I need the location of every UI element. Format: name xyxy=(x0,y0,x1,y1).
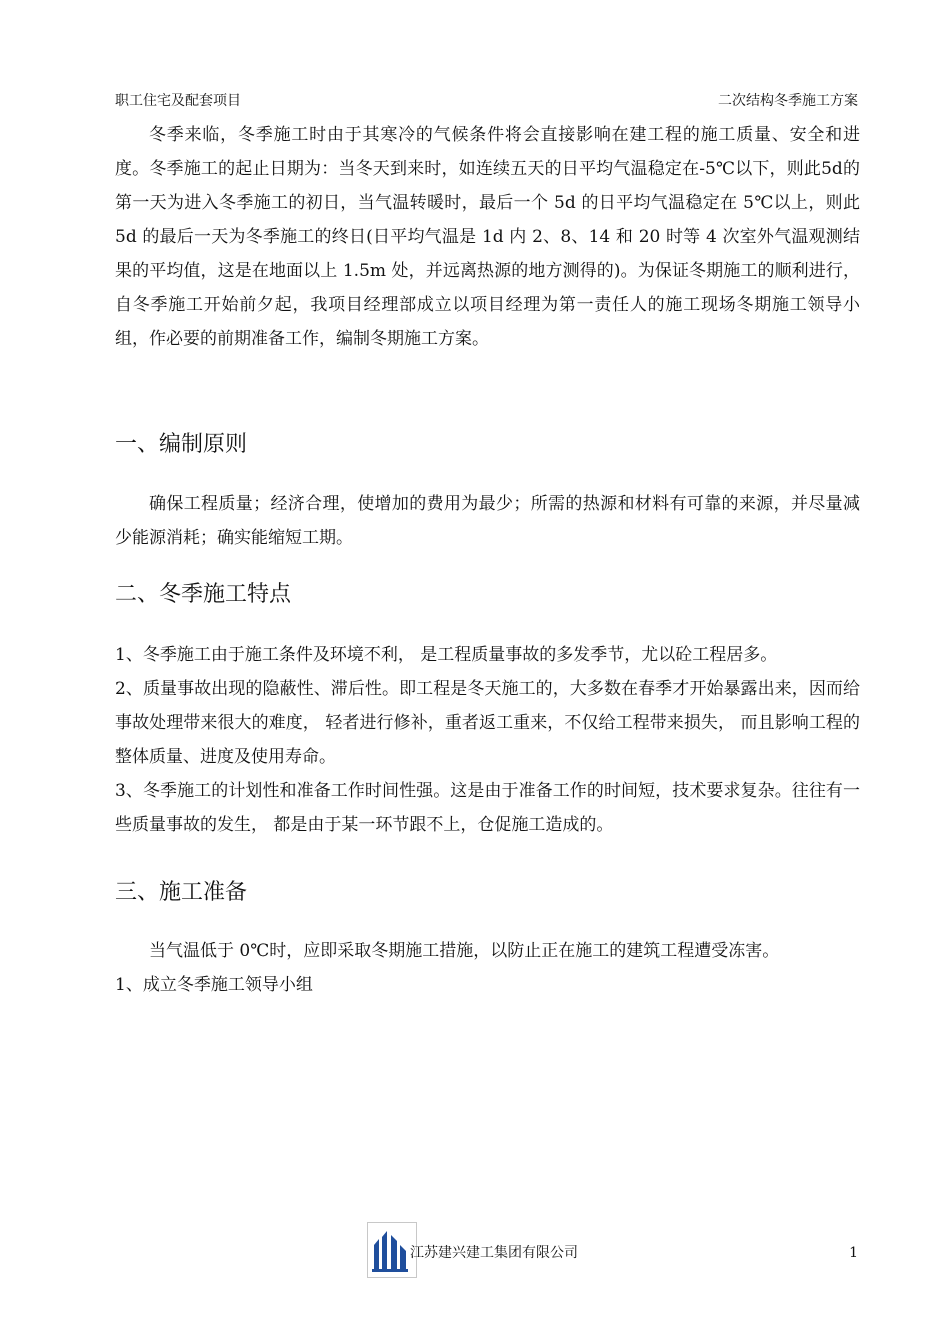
intro-section xyxy=(115,118,860,356)
footer-company-name: 江苏建兴建工集团有限公司 xyxy=(410,1245,578,1261)
section2-body xyxy=(115,638,860,842)
section1-paragraph: 确保工程质量；经济合理，使增加的费用为最少；所需的热源和材料有可靠的来源，并尽量减少能源消耗；确实能缩短工期。 xyxy=(115,494,860,548)
page-number: 1 xyxy=(849,1245,858,1261)
section3-heading: 三、施工准备 xyxy=(115,880,248,905)
section1-heading: 一、编制原则 xyxy=(115,432,248,457)
section2-item-1: 1、冬季施工由于施工条件及环境不利， 是工程质量事故的多发季节，尤以砼工程居多。 xyxy=(115,645,778,665)
section2-item-3: 3、冬季施工的计划性和准备工作时间性强。这是由于准备工作的时间短，技术要求复杂。往往有一些质量事故的发生， 都是由于某一环节跟不上，仓促施工造成的。 xyxy=(115,781,860,835)
header-project-name: 职工住宅及配套项目 xyxy=(115,93,241,109)
section3-item-1: 1、成立冬季施工领导小组 xyxy=(115,975,313,995)
section2-item-2: 2、质量事故出现的隐蔽性、滞后性。即工程是冬天施工的，大多数在春季才开始暴露出来，因而给事故处理带来很大的难度， 轻者进行修补，重者返工重来，不仅给工程带来损失， 而且影响工程的整体质量、进度及使用寿命。 xyxy=(115,679,860,767)
section1-body xyxy=(115,487,860,555)
section3-paragraph: 当气温低于 0℃时，应即采取冬期施工措施，以防止正在施工的建筑工程遭受冻害。 xyxy=(149,941,780,961)
section3-body xyxy=(115,934,860,1002)
section2-heading: 二、冬季施工特点 xyxy=(115,582,292,607)
header-document-title: 二次结构冬季施工方案 xyxy=(718,93,858,109)
intro-paragraph: 冬季来临，冬季施工时由于其寒冷的气候条件将会直接影响在建工程的施工质量、安全和进度。冬季施工的起止日期为：当冬天到来时，如连续五天的日平均气温稳定在-5℃以下，则此5d的第一天为进入冬季施工的初日，当气温转暖时，最后一个 5d 的日平均气温稳定在 5℃以上，则此 5d 的最后一天为冬季施工的终日(日平均气温是 1d 内 2、8、14 和 20 时等 4 次室外气温观测结果的平均值，这是在地面以上 1.5m 处，并远离热源的地方测得的)。为保证冬期施工的顺利进行，自冬季施工开始前夕起，我项目经理部成立以项目经理为第一责任人的施工现场冬期施工领导小组，作必要的前期准备工作，编制冬期施工方案。 xyxy=(115,125,860,349)
page-footer xyxy=(0,1222,950,1282)
